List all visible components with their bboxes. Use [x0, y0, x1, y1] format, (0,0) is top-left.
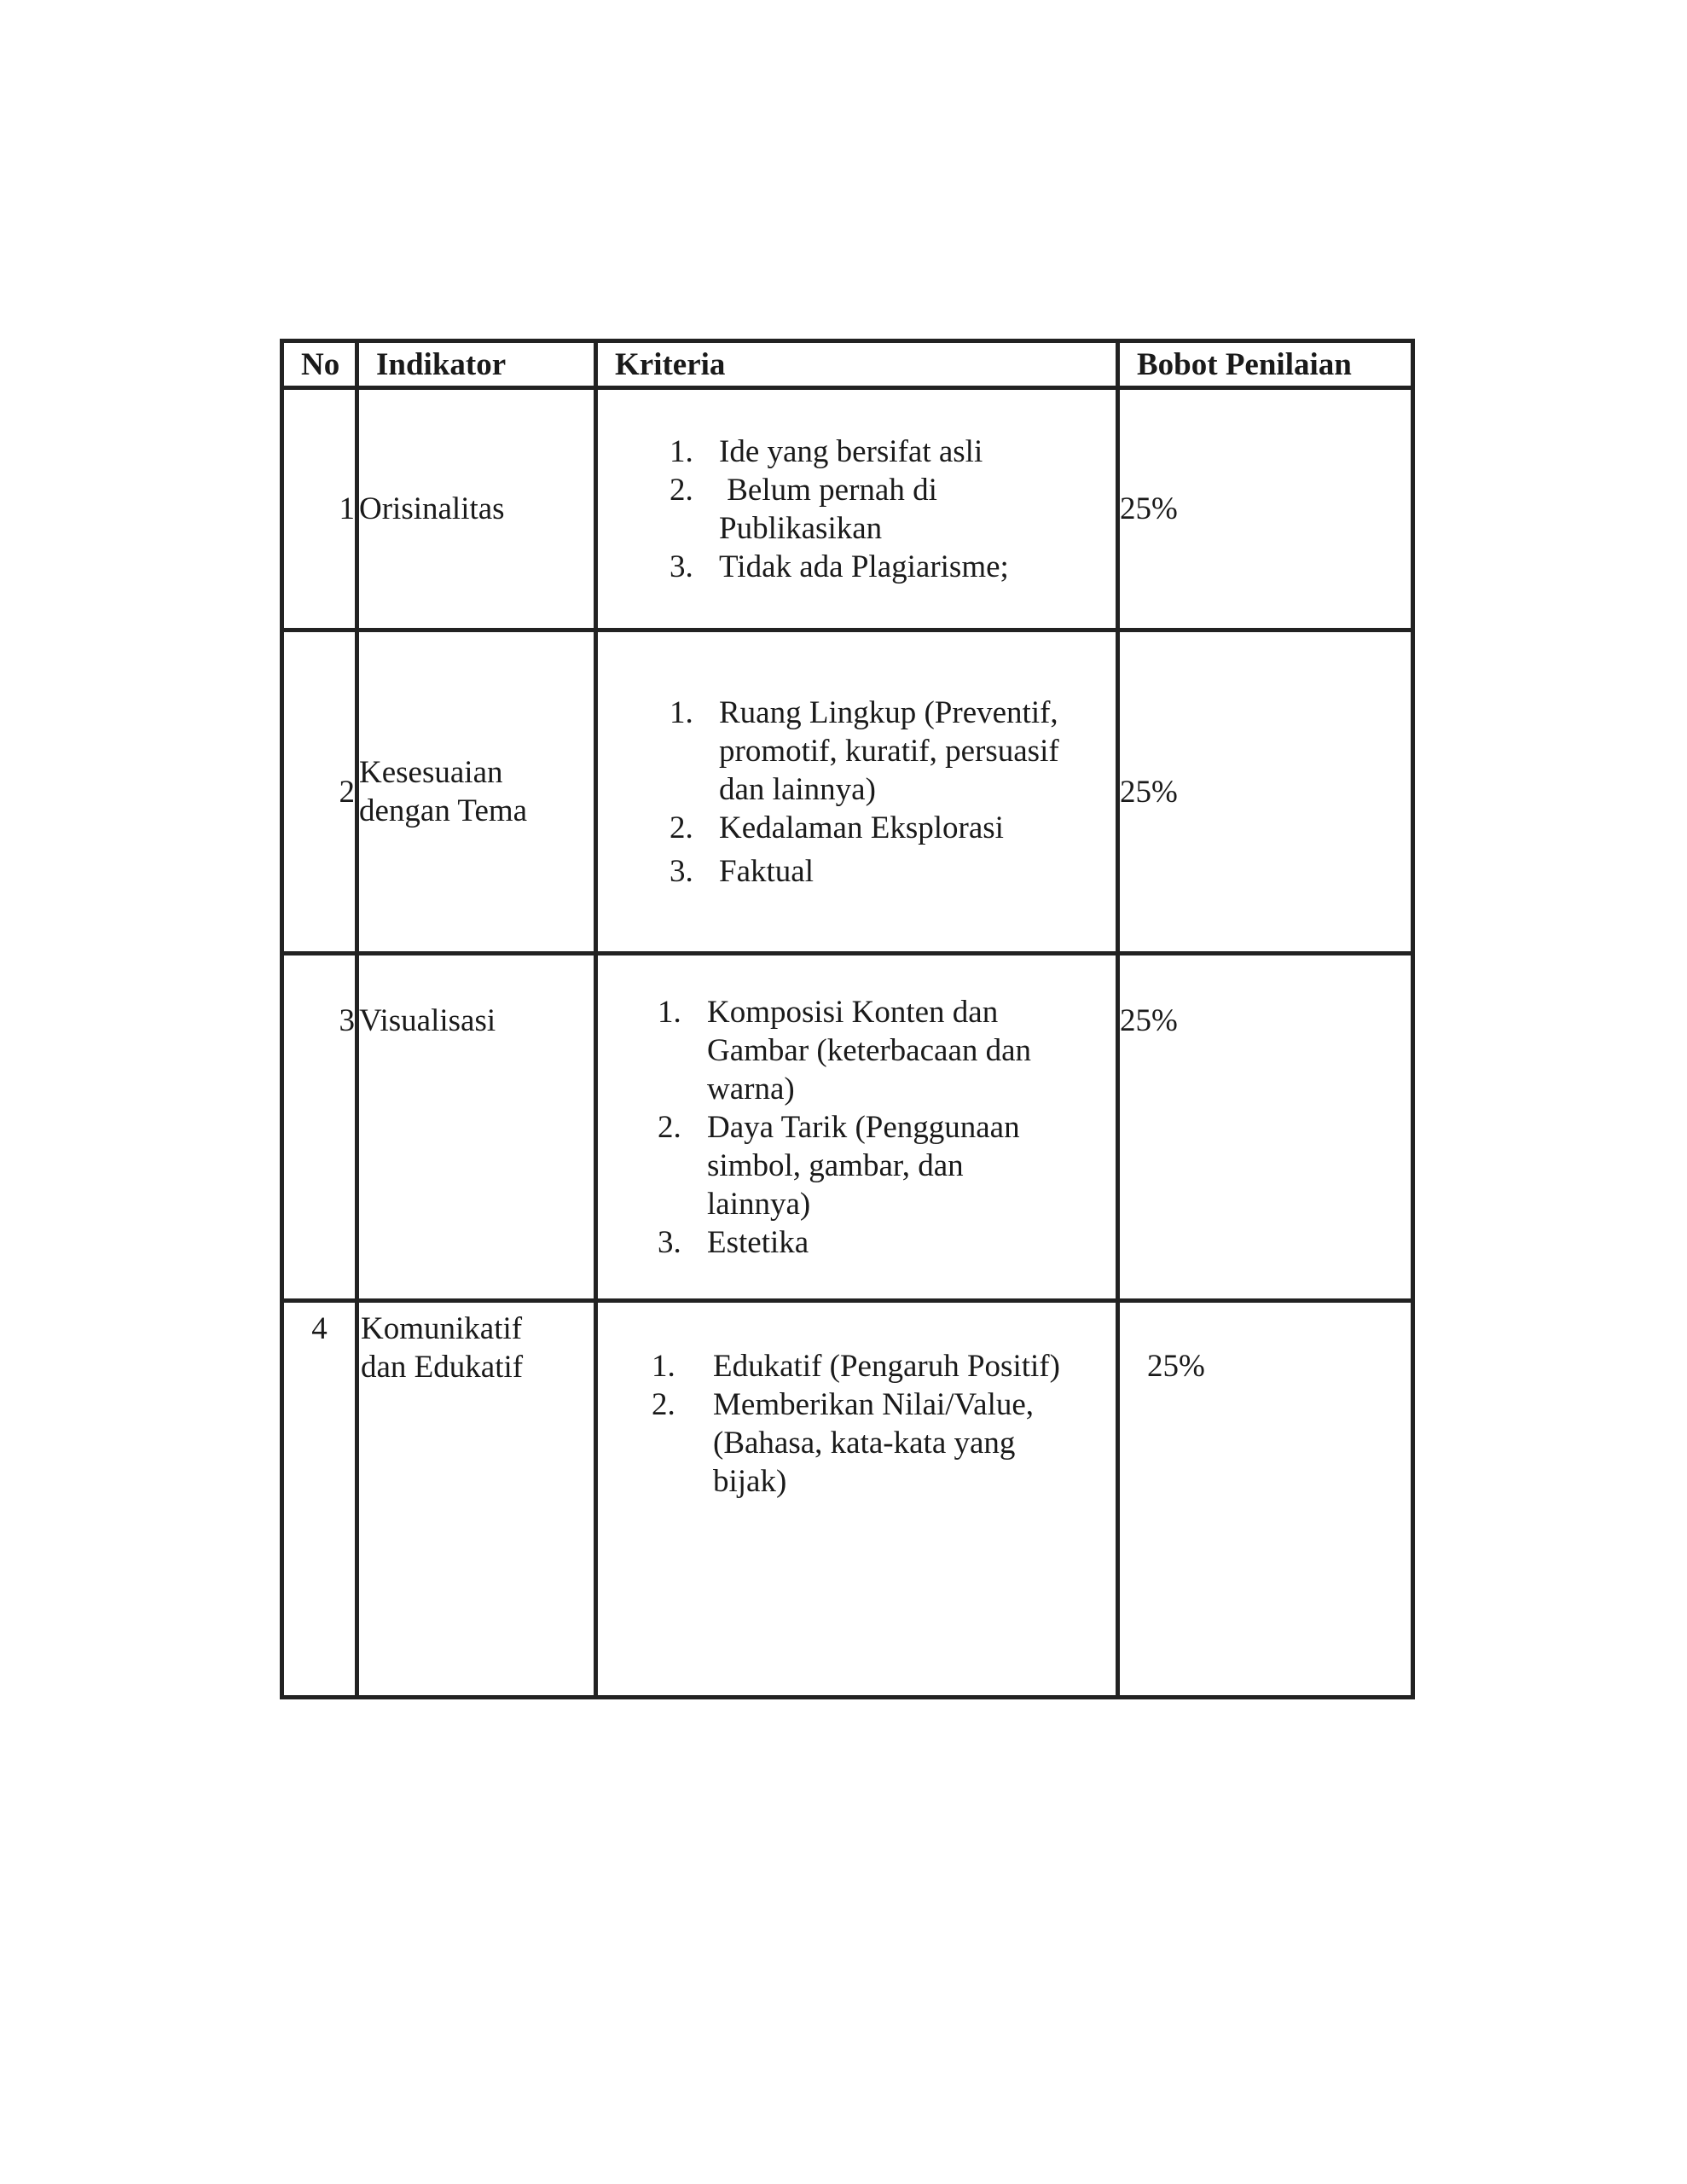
kriteria-item	[658, 993, 1065, 1108]
kriteria-item-text: Memberikan Nilai/Value, (Bahasa, kata-kata yang bijak)	[713, 1387, 1035, 1499]
kriteria-item-number: 1.	[670, 433, 693, 469]
kriteria-item-number: 1.	[658, 995, 681, 1030]
kriteria-item	[658, 1223, 1065, 1262]
kriteria-list	[670, 433, 1077, 586]
header-no: No	[282, 341, 357, 388]
kriteria-item	[652, 1347, 1088, 1385]
header-bobot: Bobot Penilaian	[1118, 341, 1413, 388]
table-header-row	[282, 341, 1413, 388]
table-row	[282, 1301, 1413, 1698]
kriteria-item-text: Faktual	[719, 853, 814, 889]
kriteria-item-number: 3.	[658, 1225, 681, 1260]
row-indikator: Kesesuaian dengan Tema	[357, 630, 596, 954]
kriteria-item	[652, 1385, 1088, 1501]
header-indikator: Indikator	[357, 341, 596, 388]
kriteria-item-text: Ruang Lingkup (Preventif, promotif, kuratif, persuasif dan lainnya)	[719, 694, 1059, 807]
kriteria-item-number: 2.	[670, 472, 693, 508]
row-kriteria	[596, 1301, 1118, 1698]
row-kriteria	[596, 954, 1118, 1301]
row-number: 2	[282, 630, 357, 954]
kriteria-item-number: 2.	[652, 1387, 675, 1422]
kriteria-item-text: Belum pernah di Publikasikan	[719, 472, 946, 546]
row-indikator: Komunikatif dan Edukatif	[357, 1301, 596, 1698]
kriteria-item-number: 1.	[652, 1349, 675, 1384]
kriteria-item	[670, 809, 1094, 847]
row-bobot: 25%	[1118, 1301, 1413, 1698]
kriteria-item-number: 3.	[670, 549, 693, 584]
row-bobot: 25%	[1118, 630, 1413, 954]
kriteria-item-number: 1.	[670, 694, 693, 730]
kriteria-item-number: 2.	[658, 1110, 681, 1145]
row-bobot: 25%	[1118, 388, 1413, 630]
table-row	[282, 630, 1413, 954]
kriteria-item-text: Komposisi Konten dan Gambar (keterbacaan dan warna)	[707, 995, 1032, 1107]
kriteria-item-text: Estetika	[707, 1225, 809, 1260]
kriteria-item	[670, 471, 1077, 548]
kriteria-list	[652, 1347, 1088, 1501]
table-row	[282, 388, 1413, 630]
kriteria-item	[670, 852, 1094, 891]
kriteria-item-number: 3.	[670, 853, 693, 889]
kriteria-item-text: Tidak ada Plagiarisme;	[719, 549, 1009, 584]
kriteria-list	[670, 694, 1094, 891]
row-indikator: Visualisasi	[357, 954, 596, 1301]
row-bobot: 25%	[1118, 954, 1413, 1301]
table-row	[282, 954, 1413, 1301]
kriteria-item	[670, 694, 1094, 809]
row-kriteria	[596, 388, 1118, 630]
row-indikator: Orisinalitas	[357, 388, 596, 630]
kriteria-list	[658, 993, 1065, 1262]
row-number: 3	[282, 954, 357, 1301]
assessment-table	[280, 339, 1415, 1699]
kriteria-item	[670, 548, 1077, 586]
kriteria-item	[658, 1108, 1065, 1223]
kriteria-item-text: Edukatif (Pengaruh Positif)	[713, 1349, 1060, 1384]
kriteria-item-text: Daya Tarik (Penggunaan simbol, gambar, dan lainnya)	[707, 1110, 1020, 1222]
kriteria-item	[670, 433, 1077, 471]
kriteria-item-number: 2.	[670, 810, 693, 845]
kriteria-item-text: Kedalaman Eksplorasi	[719, 810, 1004, 845]
row-number: 1	[282, 388, 357, 630]
row-number: 4	[282, 1301, 357, 1698]
header-kriteria: Kriteria	[596, 341, 1118, 388]
kriteria-item-text: Ide yang bersifat asli	[719, 433, 983, 469]
row-kriteria	[596, 630, 1118, 954]
